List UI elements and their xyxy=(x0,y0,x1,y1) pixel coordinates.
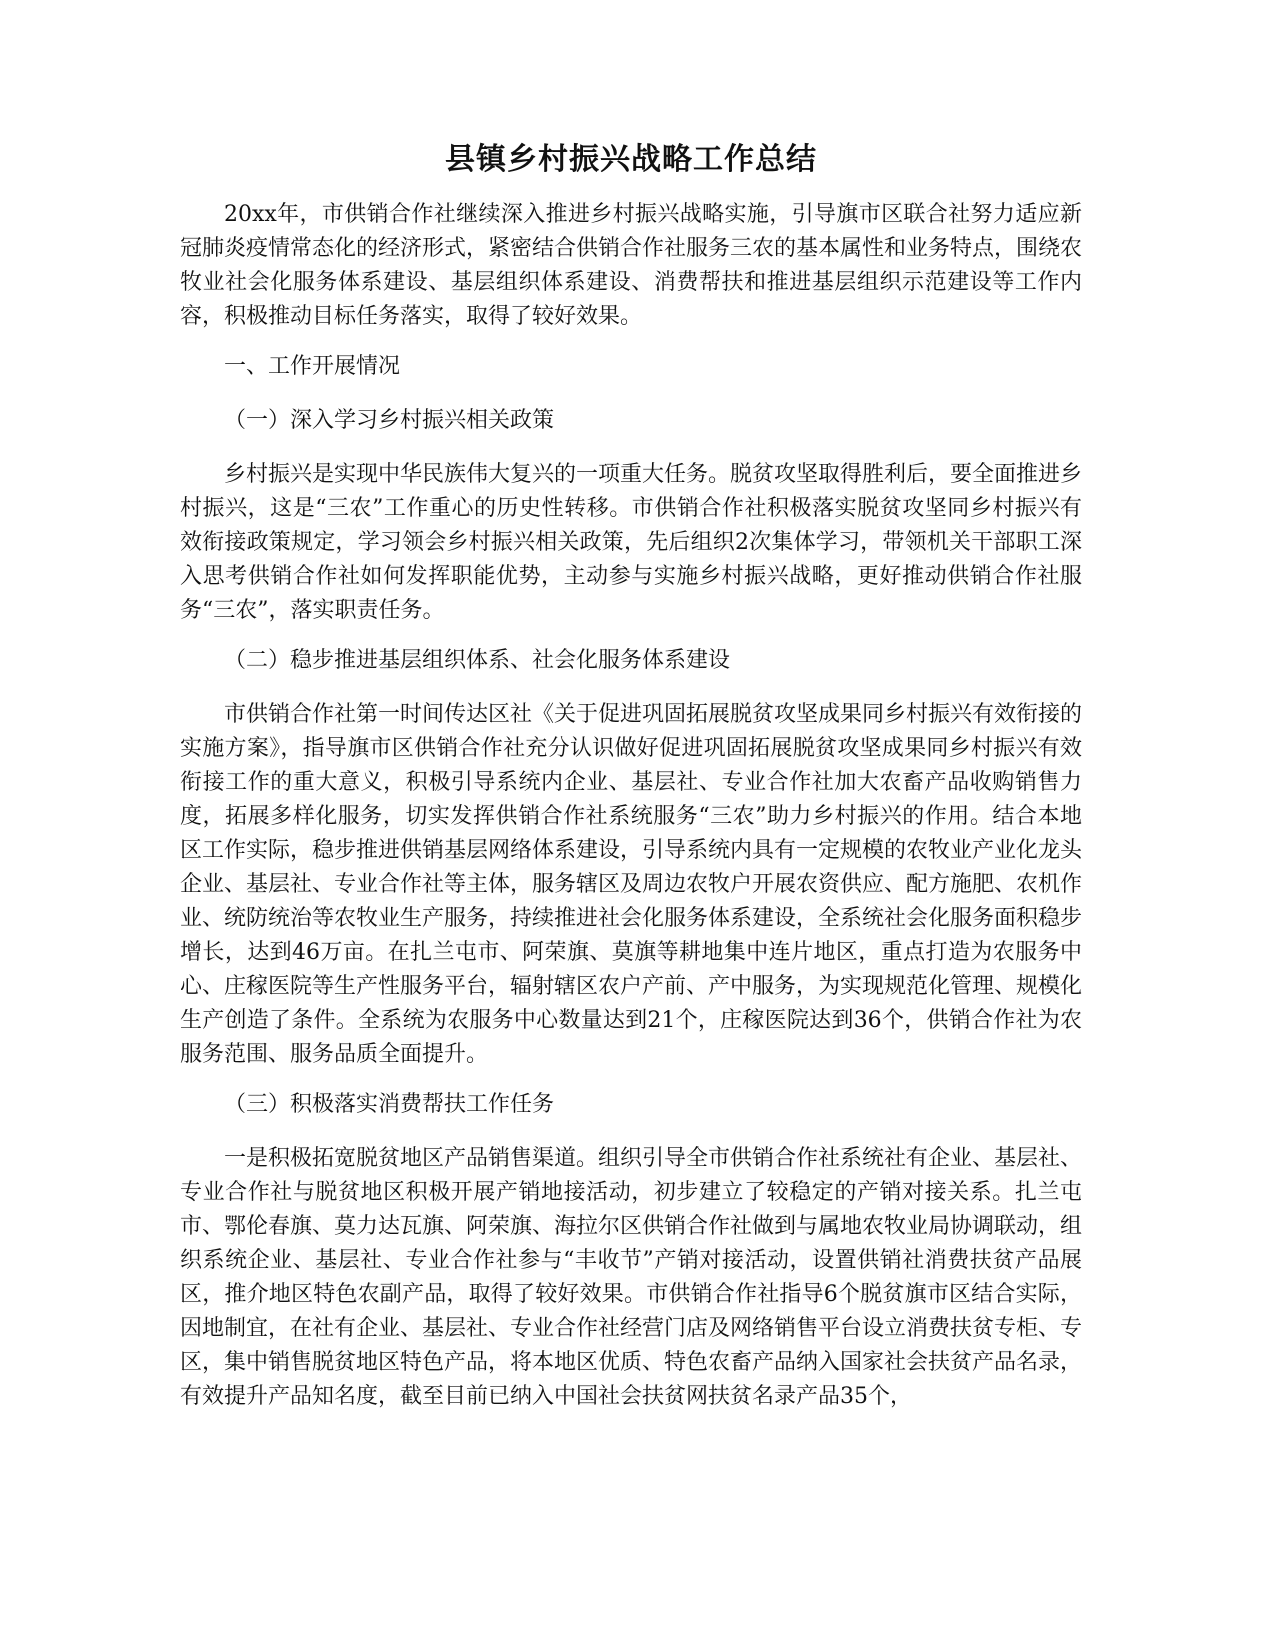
subsection-heading-2: （二）稳步推进基层组织体系、社会化服务体系建设 xyxy=(224,648,731,673)
subsection-body-3: 一是积极拓宽脱贫地区产品销售渠道。组织引导全市供销合作社系统社有企业、基层社、专业合作社与脱贫地区积极开展产销地接活动，初步建立了较稳定的产销对接关系。扎兰屯市、鄂伦春旗、莫力达瓦旗、阿荣旗、海拉尔区供销合作社做到与属地农牧业局协调联动，组织系统企业、基层社、专业合作社参与“丰收节”产销对接活动，设置供销社消费扶贫产品展区，推介地区特色农副产品，取得了较好效果。市供销合作社指导6个脱贫旗市区结合实际，因地制宜，在社有企业、基层社、专业合作社经营门店及网络销售平台设立消费扶贫专柜、专区，集中销售脱贫地区特色产品，将本地区优质、特色农畜产品纳入国家社会扶贫产品名录，有效提升产品知名度，截至目前已纳入中国社会扶贫网扶贫名录产品35个， xyxy=(180,1146,1083,1409)
section-heading: 一、工作开展情况 xyxy=(224,354,401,379)
subsection-body-2: 市供销合作社第一时间传达区社《关于促进巩固拓展脱贫攻坚成果同乡村振兴有效衔接的实施方案》，指导旗市区供销合作社充分认识做好促进巩固拓展脱贫攻坚成果同乡村振兴有效衔接工作的重大意义，积极引导系统内企业、基层社、专业合作社加大农畜产品收购销售力度，拓展多样化服务，切实发挥供销合作社系统服务“三农”助力乡村振兴的作用。结合本地区工作实际，稳步推进供销基层网络体系建设，引导系统内具有一定规模的农牧业产业化龙头企业、基层社、专业合作社等主体，服务辖区及周边农牧户开展农资供应、配方施肥、农机作业、统防统治等农牧业生产服务，持续推进社会化服务体系建设，全系统社会化服务面积稳步增长，达到46万亩。在扎兰屯市、阿荣旗、莫旗等耕地集中连片地区，重点打造为农服务中心、庄稼医院等生产性服务平台，辐射辖区农户产前、产中服务，为实现规范化管理、规模化生产创造了条件。全系统为农服务中心数量达到21个，庄稼医院达到36个，供销合作社为农服务范围、服务品质全面提升。 xyxy=(180,702,1083,1067)
document-page xyxy=(180,140,1082,1430)
document-title: 县镇乡村振兴战略工作总结 xyxy=(445,142,817,177)
intro-paragraph: 20xx年，市供销合作社继续深入推进乡村振兴战略实施，引导旗市区联合社努力适应新冠肺炎疫情常态化的经济形式，紧密结合供销合作社服务三农的基本属性和业务特点，围绕农牧业社会化服务体系建设、基层组织体系建设、消费帮扶和推进基层组织示范建设等工作内容，积极推动目标任务落实，取得了较好效果。 xyxy=(180,202,1083,329)
subsection-heading-3: （三）积极落实消费帮扶工作任务 xyxy=(224,1092,555,1117)
subsection-heading-1: （一）深入学习乡村振兴相关政策 xyxy=(224,408,555,433)
subsection-body-1: 乡村振兴是实现中华民族伟大复兴的一项重大任务。脱贫攻坚取得胜利后，要全面推进乡村振兴，这是“三农”工作重心的历史性转移。市供销合作社积极落实脱贫攻坚同乡村振兴有效衔接政策规定，学习领会乡村振兴相关政策，先后组织2次集体学习，带领机关干部职工深入思考供销合作社如何发挥职能优势，主动参与实施乡村振兴战略，更好推动供销合作社服务“三农”，落实职责任务。 xyxy=(180,462,1083,623)
